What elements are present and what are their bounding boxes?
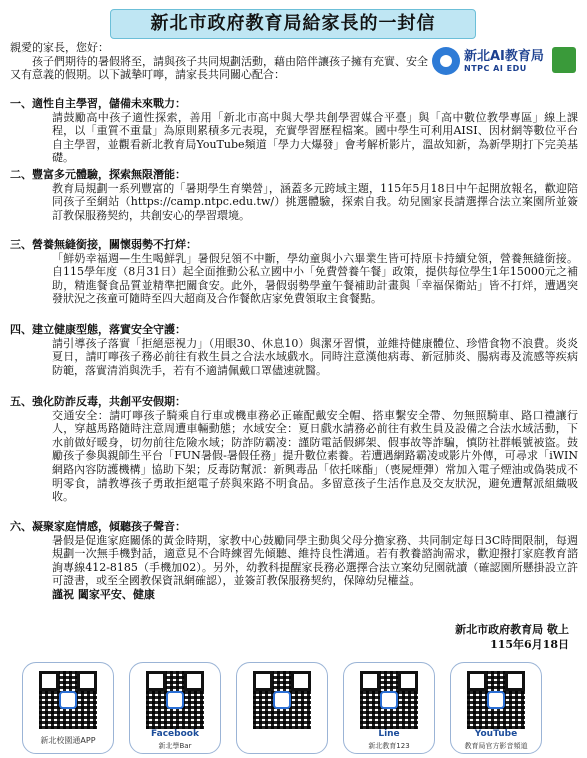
closing: 謹祝 闔家平安、健康 — [52, 587, 155, 601]
qr-sub-label: 新北教育123 — [368, 742, 410, 750]
qr-card-facebook[interactable] — [129, 662, 221, 754]
section-1 — [10, 97, 578, 165]
youtube-icon — [487, 691, 505, 709]
greeting: 親愛的家長，您好： — [10, 41, 109, 54]
section-heading: 五、強化防詐反毒，共創平安假期： — [10, 395, 186, 408]
qr-sub-label: 新北學Bar — [158, 742, 192, 750]
ai-bubble-icon — [432, 47, 460, 75]
signature-org: 新北市政府教育局 敬上 — [455, 623, 569, 636]
badge-icon — [552, 47, 576, 73]
section-body: 暑假是促進家庭關係的黃金時期，家教中心鼓勵同學主動與父母分擔家務、共同制定每日3C時間限制，每週規劃一次無手機對話，適意見不合時練習先傾聽、維持良性溝通。若有教養諮詢需求，歡迎撥打家庭教育諮詢專線412-8185（手機加02）。另外，幼教科提醒家長務必選擇合法立案幼兒園就讀（確認園所懸掛設立許可證書，或至全國教保資訊網確認），並簽訂教保服務契約，保障幼兒權益。 — [52, 533, 578, 588]
qr-sub-label: 教育局官方影音頻道 — [464, 742, 528, 750]
section-body: 教育局規劃一系列豐富的「暑期學生育樂營」，涵蓋多元跨域主題，115年5月18日中午起開放報名，歡迎陪同孩子至網站（https://camp.ntpc.edu.tw/）挑選體驗，探索自我。幼兒園家長請選擇合法立案園所並簽訂教保服務契約，共創安心的學習環境。 — [52, 181, 578, 222]
section-heading: 三、營養無縫銜接，關懷弱勢不打烊： — [10, 238, 197, 251]
app-icon — [59, 691, 77, 709]
line-icon — [380, 691, 398, 709]
section-2 — [10, 168, 578, 222]
section-3 — [10, 238, 578, 306]
signature — [455, 622, 569, 652]
qr-card-unlabeled[interactable] — [236, 662, 328, 754]
ntpc-ai-edu-logo — [432, 45, 580, 81]
qr-label: YouTube — [474, 729, 518, 739]
logo-name: 新北AI教育局 — [464, 49, 544, 64]
section-body: 請鼓勵高中孩子適性探索，善用「新北市高中與大學共創學習媒合平臺」與「高中數位教學專區」線上課程，以「重質不重量」為原則累積多元表現，充實學習歷程檔案。國中學生可利用AISI、因材網等數位平台自主學習，並觀看新北教育局YouTube頻道「學力大爆發」會考解析影片，溫故知新，為新學期打下完美基礎。 — [52, 110, 578, 165]
letter-title: 新北市政府教育局給家長的一封信 — [150, 13, 436, 34]
section-heading: 一、適性自主學習，儲備未來戰力： — [10, 97, 186, 110]
section-4 — [10, 323, 578, 377]
section-heading: 二、豐富多元體驗，探索無限潛能： — [10, 168, 186, 181]
section-body: 請引導孩子落實「拒絕惡視力」（用眼30、休息10）與潔牙習慣，並維持健康體位、珍惜食物不浪費。炎炎夏日，請叮嚀孩子務必前往有救生員之合法水域戲水。同時注意漢他病毒、新冠肺炎、腸病毒及流感等疾病防範，落實清消與洗手，若有不適請佩戴口罩儘速就醫。 — [52, 336, 578, 377]
qr-label: Line — [378, 729, 400, 739]
qr-label: Facebook — [151, 729, 199, 739]
facebook-icon — [166, 691, 184, 709]
qr-card-youtube[interactable] — [450, 662, 542, 754]
qr-card-app[interactable] — [22, 662, 114, 754]
section-heading: 六、凝聚家庭情感，傾聽孩子聲音： — [10, 520, 186, 533]
qr-card-line[interactable] — [343, 662, 435, 754]
app-icon — [273, 691, 291, 709]
section-body: 「鮮奶幸福週—生生喝鮮乳」暑假兒領不中斷，學幼童與小六畢業生皆可持原卡持續兌領，營養無縫銜接。自115學年度（8月31日）起全面推動公私立國中小「免費營養午餐」政策，提供每位學生1年15000元之補助，精進餐食品質並精準把關食安。此外，暑假弱勢學童午餐補助計畫與「幸福保衛站」皆不打烊，遭遇突發狀況之孩童可隨時至四大超商及合作餐飲店家免費領取主食餐點。 — [52, 251, 578, 306]
intro-paragraph: 孩子們期待的暑假將至，請與孩子共同規劃活動，藉由陪伴讓孩子擁有充實、安全又有意義的假期。以下誠摯叮嚀，請家長共同關心配合： — [10, 54, 428, 82]
logo-en: NTPC AI EDU — [464, 64, 527, 73]
section-5 — [10, 395, 578, 504]
section-6 — [10, 520, 578, 602]
qr-label: 新北校園通APP — [40, 736, 96, 745]
section-heading: 四、建立健康型態，落實安全守護： — [10, 323, 186, 336]
section-body: 交通安全：請叮嚀孩子騎乘自行車或機車務必正確配戴安全帽、搭車繫安全帶、勿無照騎車、路口禮讓行人，穿越馬路隨時注意周遭車輛動態；水域安全：夏日戲水請務必前往有救生員及設備之合法水域活動，下水前做好暖身，切勿前往危險水域；防詐防霸凌：謹防電話假綁架、假事故等詐騙，慎防社群帳號被盜。鼓勵孩子參與親師生平台「FUN暑假-暑假任務」提升數位素養。若遭遇網路霸凌或影片外傳，可尋求「iWIN網路內容防護機構」協助下架；反毒防幫派：新興毒品「依托咪酯」（喪屍煙彈）常加入電子煙油或偽裝成不明零食，請教導孩子勇敢拒絕電子菸與來路不明食品。多留意孩子生活作息及交友狀況，避免遭幫派組織吸收。 — [52, 408, 578, 504]
letter-intro — [10, 41, 428, 82]
letter-title-box — [110, 9, 476, 39]
signature-date: 115年6月18日 — [490, 638, 569, 651]
qr-code-row — [0, 662, 587, 758]
